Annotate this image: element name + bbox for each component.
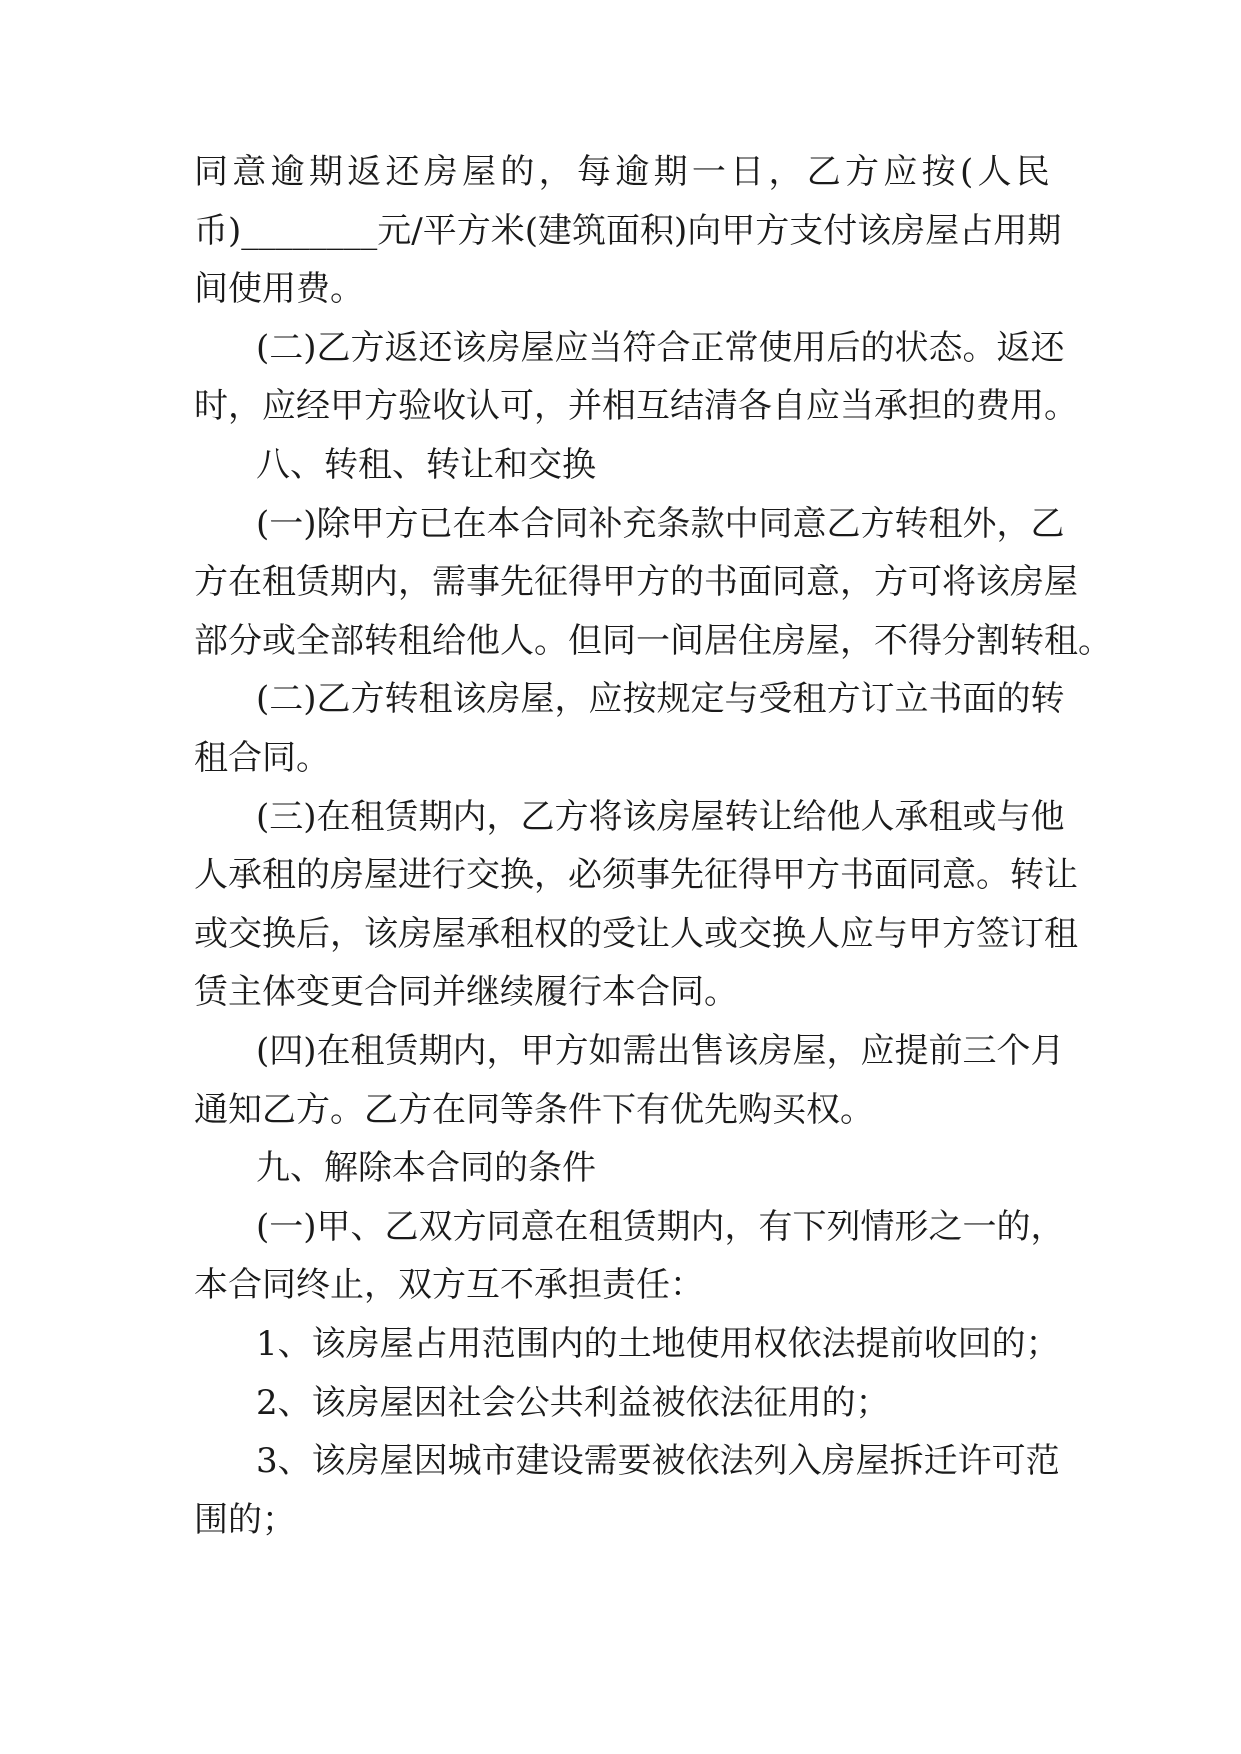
text-line — [0, 1490, 1241, 1550]
text-line-content: ( 四 ) 在 租 赁 期 内 ， 甲 方 如 需 出 售 该 房 屋 ， 应 提 前 三 个 月 — [256, 1031, 1065, 1071]
text-line-content: ( 一 ) 除 甲 方 已 在 本 合 同 补 充 条 款 中 同 意 乙 方 转 租 外 ， 乙 — [256, 503, 1065, 544]
text-line — [0, 552, 1241, 612]
text-line-content: 2、该房屋因社会公共利益被依法征用的； — [256, 1382, 890, 1423]
text-line-content: 围的； — [194, 1499, 296, 1540]
text-line-content: 1、该房屋占用范围内的土地使用权依法提前收回的； — [256, 1324, 1060, 1364]
text-line — [0, 435, 1241, 495]
text-line-content: ( 一 ) 甲 、 乙 双 方 同 意 在 租 赁 期 内 ， 有 下 列 情 形 之 一 的 ， — [256, 1206, 1065, 1247]
text-line — [0, 611, 1241, 671]
text-line — [0, 962, 1241, 1022]
text-line — [0, 494, 1241, 554]
text-line-content: 九、解除本合同的条件 — [256, 1148, 596, 1189]
text-line-content: 租合同。 — [194, 738, 330, 778]
text-line-content: 或 交 换 后 ， 该 房 屋 承 租 权 的 受 让 人 或 交 换 人 应 与 甲 方 签 订 租 — [194, 913, 1078, 954]
text-line — [0, 1080, 1241, 1140]
text-line — [0, 728, 1241, 788]
text-line-content: 八、转租、转让和交换 — [256, 445, 596, 485]
text-line-content: ( 二 ) 乙 方 返 还 该 房 屋 应 当 符 合 正 常 使 用 后 的 状 态 。 返 还 — [256, 327, 1065, 368]
text-line-content: 间使用费。 — [194, 269, 364, 310]
text-line-content: 人 承 租 的 房 屋 进 行 交 换 ， 必 须 事 先 征 得 甲 方 书 面 同 意 。 转 让 — [194, 855, 1078, 896]
text-line — [0, 1021, 1241, 1081]
text-line-content: 同 意 逾 期 返 还 房 屋 的 ， 每 逾 期 一 日 ， 乙 方 应 按 ( 人 民 — [194, 152, 1050, 192]
text-line-content: ( 三 ) 在 租 赁 期 内 ， 乙 方 将 该 房 屋 转 让 给 他 人 承 租 或 与 他 — [256, 796, 1065, 837]
text-line-content: 币 ) ________ 元 / 平 方 米 ( 建 筑 面 积 ) 向 甲 方 支 付 该 房 屋 占 用 期 — [194, 210, 1062, 251]
text-line-content: 本合同终止，双方互不承担责任： — [194, 1265, 704, 1306]
text-line-content: 赁主体变更合同并继续履行本合同。 — [194, 972, 738, 1013]
text-line — [0, 201, 1241, 261]
text-line — [0, 787, 1241, 847]
text-line-content: 3 、 该 房 屋 因 城 市 建 设 需 要 被 依 法 列 入 房 屋 拆 迁 许 可 范 — [256, 1441, 1060, 1482]
text-line — [0, 376, 1241, 436]
text-line — [0, 1138, 1241, 1198]
text-line — [0, 904, 1241, 964]
text-line — [0, 1314, 1241, 1374]
text-line — [0, 1373, 1241, 1433]
text-line-content: 时 ， 应 经 甲 方 验 收 认 可 ， 并 相 互 结 清 各 自 应 当 承 担 的 费 用 。 — [194, 386, 1078, 427]
text-line — [0, 1197, 1241, 1257]
text-line — [0, 1255, 1241, 1315]
text-line — [0, 845, 1241, 905]
text-line — [0, 318, 1241, 378]
text-line-content: 通知乙方。乙方在同等条件下有优先购买权。 — [194, 1089, 874, 1130]
text-line-content: 方 在 租 赁 期 内 ， 需 事 先 征 得 甲 方 的 书 面 同 意 ， 方 可 将 该 房 屋 — [194, 562, 1078, 603]
text-line-content: 部 分 或 全 部 转 租 给 他 人 。 但 同 一 间 居 住 房 屋 ， 不 得 分 割 转 租 。 — [194, 620, 1112, 661]
text-line — [0, 259, 1241, 319]
text-line-content: ( 二 ) 乙 方 转 租 该 房 屋 ， 应 按 规 定 与 受 租 方 订 立 书 面 的 转 — [256, 679, 1065, 720]
text-line — [0, 1431, 1241, 1491]
text-line — [0, 669, 1241, 729]
text-line — [0, 142, 1241, 202]
